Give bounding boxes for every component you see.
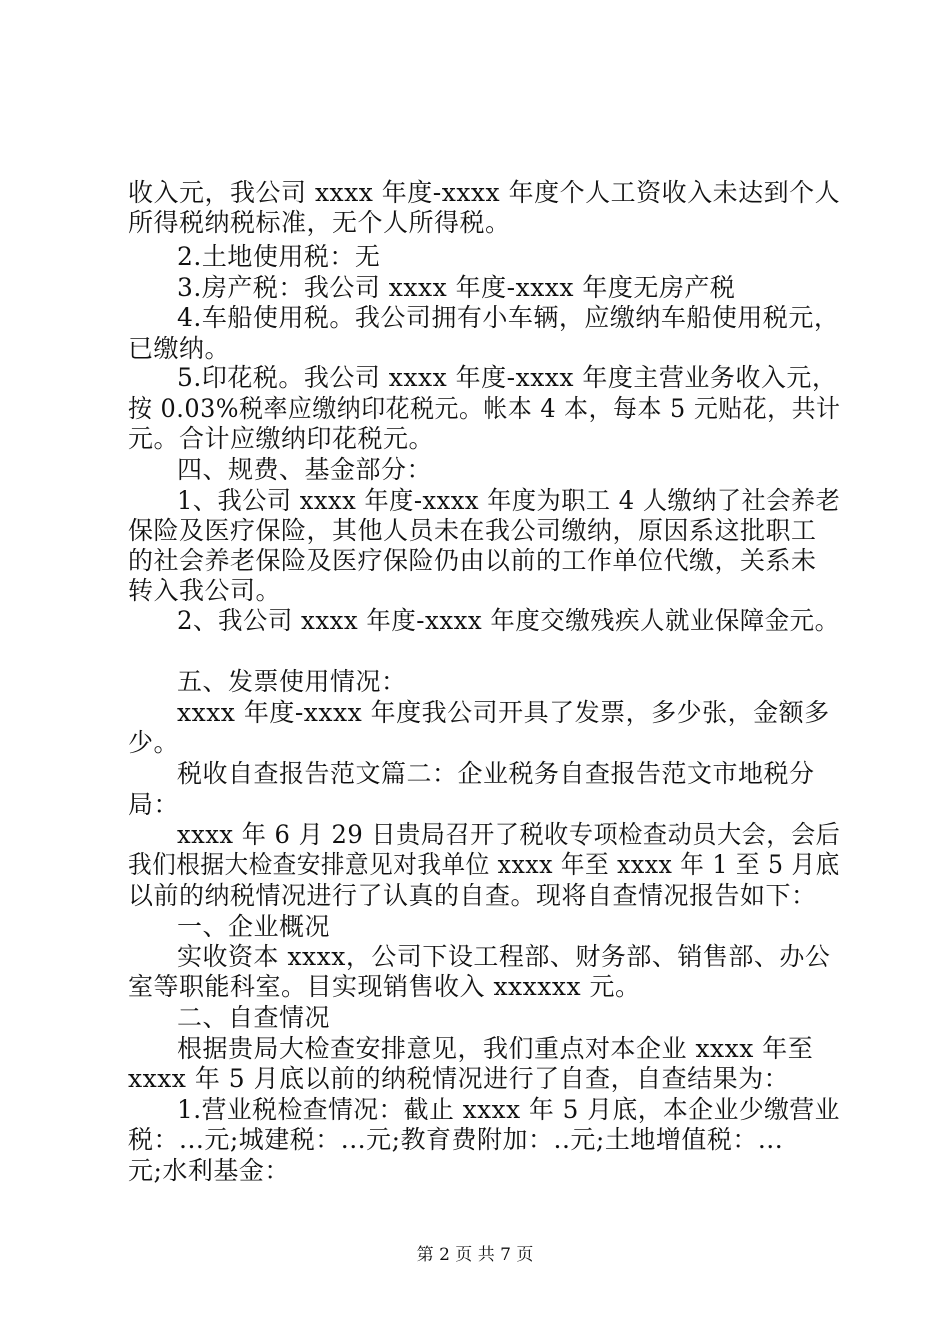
body-line: 少。 <box>128 728 180 757</box>
body-line: 我们根据大检查安排意见对我单位 xxxx 年至 xxxx 年 1 至 5 月底 <box>128 850 840 879</box>
section-heading: 二、自查情况 <box>177 1003 331 1032</box>
body-line: 2、我公司 xxxx 年度-xxxx 年度交缴残疾人就业保障金元。 <box>177 606 840 635</box>
body-line: 1.营业税检查情况：截止 xxxx 年 5 月底，本企业少缴营业 <box>177 1095 840 1124</box>
body-line: xxxx 年 6 月 29 日贵局召开了税收专项检查动员大会，会后 <box>177 820 841 849</box>
body-line: xxxx 年 5 月底以前的纳税情况进行了自查，自查结果为： <box>128 1064 790 1093</box>
body-line: 的社会养老保险及医疗保险仍由以前的工作单位代缴，关系未 <box>128 546 817 575</box>
body-line: 局： <box>128 790 180 819</box>
section-heading: 五、发票使用情况： <box>177 667 407 696</box>
body-line: 以前的纳税情况进行了认真的自查。现将自查情况报告如下： <box>128 881 817 910</box>
section-heading: 四、规费、基金部分： <box>177 455 433 484</box>
body-line: 1、我公司 xxxx 年度-xxxx 年度为职工 4 人缴纳了社会养老 <box>177 486 841 515</box>
body-line: 室等职能科室。目实现销售收入 xxxxxx 元。 <box>128 972 641 1001</box>
body-line: 税收自查报告范文篇二：企业税务自查报告范文市地税分 <box>177 759 815 788</box>
body-line: 元;水利基金： <box>128 1156 290 1185</box>
body-line: 税：...元;城建税：...元;教育费附加：..元;土地增值税：... <box>128 1125 784 1154</box>
body-line: 元。合计应缴纳印花税元。 <box>128 424 435 453</box>
body-line: 按 0.03%税率应缴纳印花税元。帐本 4 本，每本 5 元贴花，共计 <box>128 394 841 423</box>
body-line: 4.车船使用税。我公司拥有小车辆，应缴纳车船使用税元， <box>177 303 840 332</box>
body-line: 根据贵局大检查安排意见，我们重点对本企业 xxxx 年至 <box>177 1034 814 1063</box>
body-line: 实收资本 xxxx，公司下设工程部、财务部、销售部、办公 <box>177 942 831 971</box>
body-line: 收入元，我公司 xxxx 年度-xxxx 年度个人工资收入未达到个人 <box>128 178 841 207</box>
body-line: xxxx 年度-xxxx 年度我公司开具了发票，多少张，金额多 <box>177 698 830 727</box>
body-line: 保险及医疗保险，其他人员未在我公司缴纳，原因系这批职工 <box>128 516 817 545</box>
body-line: 所得税纳税标准，无个人所得税。 <box>128 208 511 237</box>
body-line: 转入我公司。 <box>128 576 282 605</box>
section-heading: 一、企业概况 <box>177 912 331 941</box>
body-line: 5.印花税。我公司 xxxx 年度-xxxx 年度主营业务收入元， <box>177 363 838 392</box>
body-line: 已缴纳。 <box>128 334 231 363</box>
page-number-footer: 第 2 页 共 7 页 <box>416 1245 534 1265</box>
body-line: 2.土地使用税：无 <box>177 242 381 271</box>
body-line: 3.房产税：我公司 xxxx 年度-xxxx 年度无房产税 <box>177 273 736 302</box>
